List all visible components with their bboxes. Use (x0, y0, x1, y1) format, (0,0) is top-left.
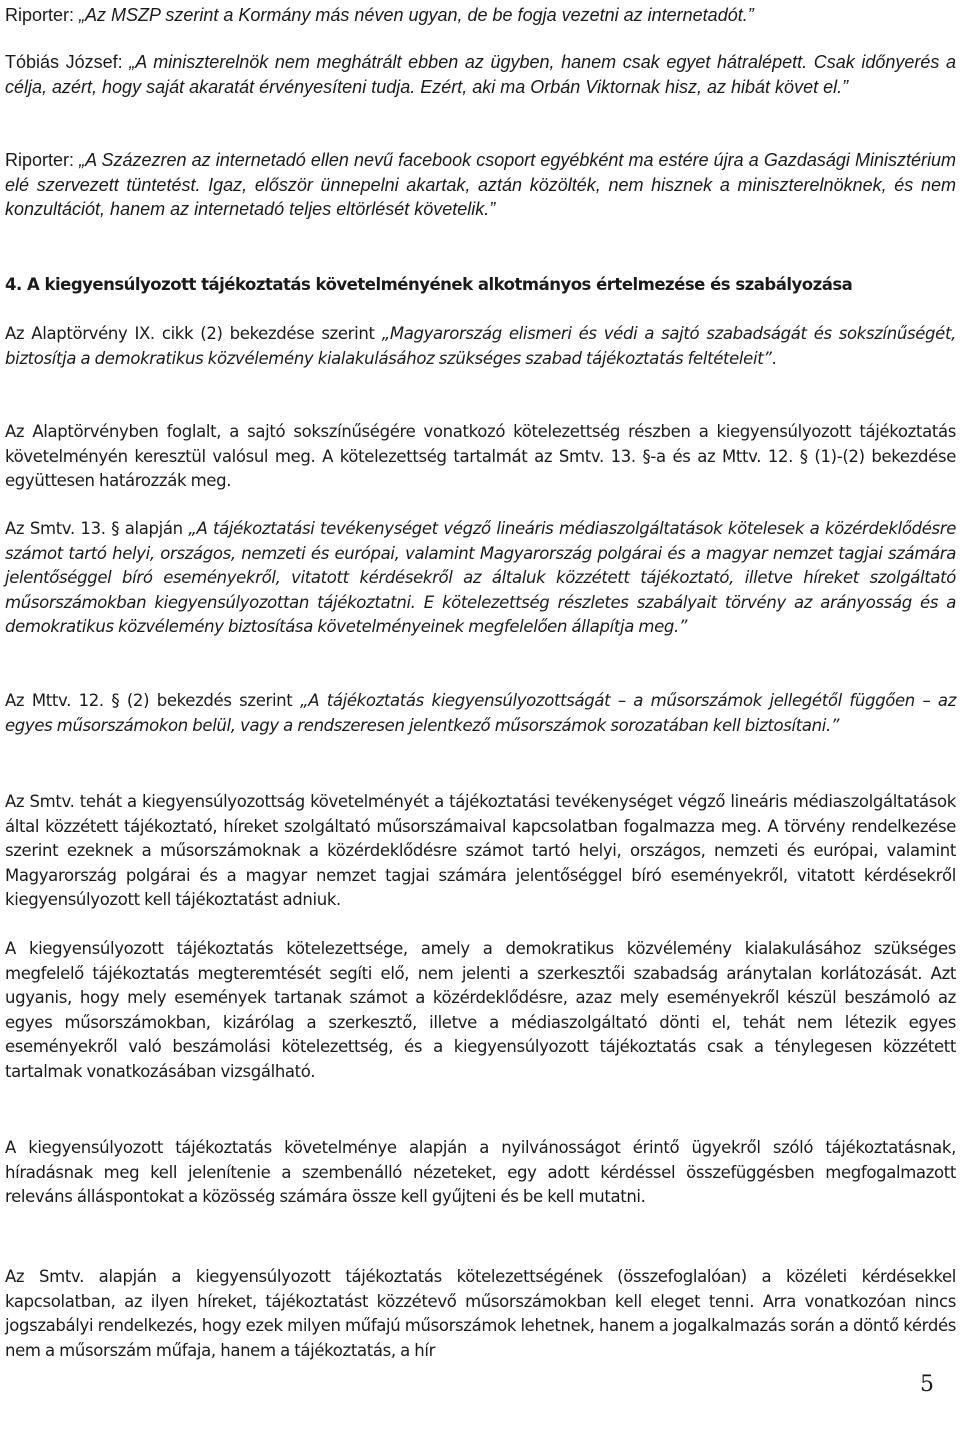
interview-paragraph (5, 50, 956, 99)
body-paragraph: A kiegyensúlyozott tájékoztatás kötelezettsége, amely a demokratikus közvélemény kialakulásához szükséges megfelelő tájékoztatás megteremtését segíti elő, nem jelenti a szerkesztői szabadság aránytalan korlátozását. Azt ugyanis, hogy mely események tartanak számot a közérdeklődésre, azaz mely eseményekről készül beszámoló az egyes műsorszámokban, kizárólag a szerkesztő, illetve a médiaszolgáltató dönti el, tehát nem létezik egyes eseményekről való beszámolási kötelezettség, és a kiegyensúlyozott tájékoztatás csak a ténylegesen közzétett tartalmak vonatkozásában vizsgálható. (5, 939, 956, 1081)
section-heading: 4. A kiegyensúlyozott tájékoztatás követelményének alkotmányos értelmezése és szabályozása (5, 275, 853, 294)
interview-paragraph (5, 3, 956, 28)
speaker-label: Riporter: (5, 150, 80, 170)
body-paragraph: Az Smtv. 13. § alapján „A tájékoztatási tevékenységet végző lineáris médiaszolgáltatások kötelesek a közérdeklődésre számot tartó helyi, országos, nemzeti és európai, valamint Magyarország polgárai és a magyar nemzet tagjai számára jelentőséggel bíró eseményekről, vitatott kérdésekről az általuk közzétett tájékoztató, illetve híreket szolgáltató műsorszámokban kiegyensúlyozottan tájékoztatni. E kötelezettség részletes szabályait törvény az arányosság és a demokratikus közvélemény biztosítása követelményeinek megfelelően állapítja meg.” (5, 519, 956, 636)
body-paragraph: Az Smtv. alapján a kiegyensúlyozott tájékoztatás kötelezettségének (összefoglalóan) a közéleti kérdésekkel kapcsolatban, az ilyen híreket, tájékoztatást közzétevő műsorszámokban kell eleget tenni. Arra vonatkozóan nincs jogszabályi rendelkezés, hogy ezek milyen műfajú műsorszámok lehetnek, hanem a jogalkalmazás során a döntő kérdés nem a műsorszám műfaja, hanem a tájékoztatás, a hír (5, 1267, 956, 1360)
law-quote: „Magyarország elismeri és védi a sajtó szabadságát és sokszínűségét, biztosítja a demokratikus közvélemény kialakulásához szükséges szabad tájékoztatás feltételeit” (5, 324, 956, 368)
body-paragraph: Az Smtv. tehát a kiegyensúlyozottság követelményét a tájékoztatási tevékenységet végző lineáris médiaszolgáltatások által közzétett tájékoztató, híreket szolgáltató műsorszámaival kapcsolatban fogalmazza meg. A törvény rendelkezése szerint ezeknek a műsorszámoknak a közérdeklődésre számot tartó helyi, országos, nemzeti és európai, valamint Magyarország polgárai és a magyar nemzet tagjai számára jelentőséggel bíró eseményekről, vitatott kérdésekről kiegyensúlyozott kell tájékoztatást adniuk. (5, 792, 956, 909)
body-paragraph: A kiegyensúlyozott tájékoztatás követelménye alapján a nyilvánosságot érintő ügyekről szóló tájékoztatásnak, híradásnak meg kell jelenítenie a szembenálló nézeteket, egy adott kérdéssel összefüggésben megfogalmazott releváns álláspontokat a közösség számára össze kell gyűjteni és be kell mutatni. (5, 1138, 956, 1206)
body-paragraph: Az Alaptörvény IX. cikk (2) bekezdése szerint „Magyarország elismeri és védi a sajtó szabadságát és sokszínűségét, biztosítja a demokratikus közvélemény kialakulásához szükséges szabad tájékoztatás feltételeit”. (5, 324, 956, 368)
page-number: 5 (920, 1372, 934, 1397)
speaker-label: Riporter: (5, 5, 80, 25)
speaker-label: Tóbiás József: (5, 52, 130, 72)
interview-paragraph (5, 148, 956, 222)
law-quote: „A tájékoztatás kiegyensúlyozottságát – a műsorszámok jellegétől függően – az egyes műsorszámokon belül, vagy a rendszeresen jelentkező műsorszámok sorozatában kell biztosítani.” (5, 691, 956, 735)
quote-text: „A Százezren az internetadó ellen nevű facebook csoport egyébként ma estére újra a Gazdasági Minisztérium elé szervezett tüntetést. Igaz, először ünnepelni akartak, aztán közölték, nem hisznek a miniszterelnöknek, és nem konzultációt, hanem az internetadó teljes eltörlését követelik.” (5, 150, 956, 219)
law-quote: „A tájékoztatási tevékenységet végző lineáris médiaszolgáltatások kötelesek a közérdeklődésre számot tartó helyi, országos, nemzeti és európai, valamint Magyarország polgárai és a magyar nemzet tagjai számára jelentőséggel bíró eseményekről, vitatott kérdésekről az általuk közzétett tájékoztató, illetve híreket szolgáltató műsorszámokban kiegyensúlyozottan tájékoztatni. E kötelezettség részletes szabályait törvény az arányosság és a demokratikus közvélemény biztosítása követelményeinek megfelelően állapítja meg.” (5, 519, 956, 636)
body-paragraph: Az Alaptörvényben foglalt, a sajtó sokszínűségére vonatkozó kötelezettség részben a kiegyensúlyozott tájékoztatás követelményén keresztül valósul meg. A kötelezettség tartalmát az Smtv. 13. §-a és az Mttv. 12. § (1)-(2) bekezdése együttesen határozzák meg. (5, 422, 956, 490)
quote-text: „Az MSZP szerint a Kormány más néven ugyan, de be fogja vezetni az internetadót.” (79, 5, 754, 25)
quote-text: „A miniszterelnök nem meghátrált ebben az ügyben, hanem csak egyet hátralépett. Csak időnyerés a célja, azért, hogy saját akaratát érvényesíteni tudja. Ezért, aki ma Orbán Viktornak hisz, az hibát követ el.” (5, 52, 956, 97)
body-paragraph: Az Mttv. 12. § (2) bekezdés szerint „A tájékoztatás kiegyensúlyozottságát – a műsorszámok jellegétől függően – az egyes műsorszámokon belül, vagy a rendszeresen jelentkező műsorszámok sorozatában kell biztosítani.” (5, 691, 956, 735)
